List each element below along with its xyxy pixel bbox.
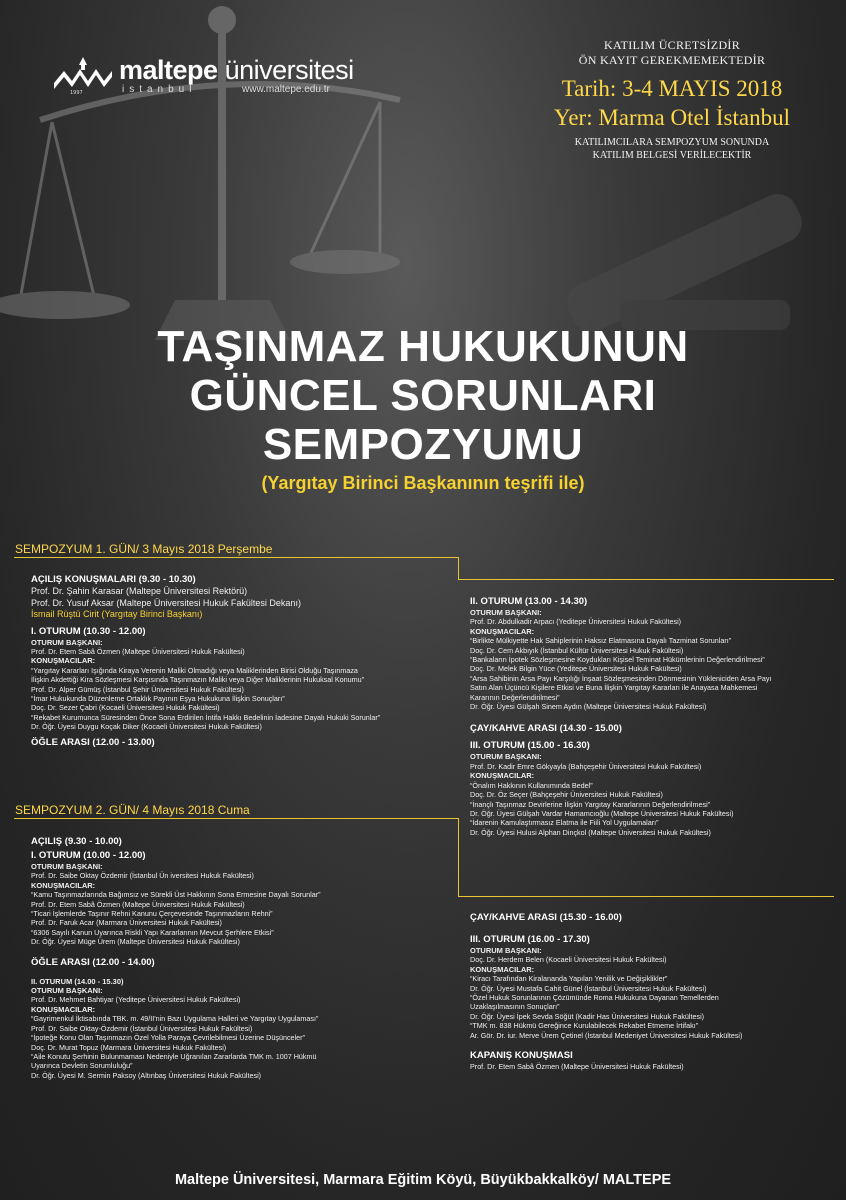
chair-label: OTURUM BAŞKANI: bbox=[31, 637, 103, 647]
university-logo bbox=[52, 45, 382, 105]
day1-opening-speaker: Prof. Dr. Şahin Karasar (Maltepe Üniversitesi Rektörü) bbox=[31, 586, 248, 596]
logo-url: www.maltepe.edu.tr bbox=[242, 84, 330, 95]
speaker-name: Doç. Dr. Melek Bilgin Yüce (Yeditepe Üniversitesi Hukuk Fakültesi) bbox=[470, 664, 682, 674]
venue-address: Maltepe Üniversitesi, Marmara Eğitim Köyü, Büyükbakkalköy/ MALTEPE bbox=[174, 1172, 672, 1188]
chair-label: OTURUM BAŞKANI: bbox=[470, 946, 542, 955]
talk-title: “Bankaların İpotek Sözleşmesine Koydukları Kişisel Teminat Hükümlerinin Değerlendirilmesi” bbox=[470, 655, 765, 665]
event-info bbox=[522, 38, 822, 162]
speaker-name: Dr. Öğr. Üyesi M. Sermin Paksoy (Altınbaş Üniversitesi Hukuk Fakültesi) bbox=[31, 1070, 262, 1080]
speakers-label: KONUŞMACILAR: bbox=[470, 626, 535, 636]
talk-title: “Kiracı Tarafından Kiralananda Yapılan Yenilik ve Değişiklikler” bbox=[470, 974, 668, 984]
day1-heading: SEMPOZYUM 1. GÜN/ 3 Mayıs 2018 Perşembe bbox=[15, 542, 273, 556]
talk-title: “İdarenin Kamulaştırmasız Elatma ile Fiili Yol Uygulamaları” bbox=[470, 818, 659, 828]
talk-title: Uyarınca Devletin Sorumluluğu” bbox=[31, 1061, 133, 1071]
speaker-name: Dr. Öğr. Üyesi Müge Ürem (Maltepe Üniversitesi Hukuk Fakültesi) bbox=[31, 937, 240, 947]
lunch-break: ÖĞLE ARASI (12.00 - 13.00) bbox=[31, 736, 155, 748]
chair-label: OTURUM BAŞKANI: bbox=[31, 986, 103, 996]
session-title: II. OTURUM (14.00 - 15.30) bbox=[31, 976, 124, 986]
logo-wordmark bbox=[119, 55, 354, 86]
chair-name: Prof. Dr. Mehmet Bahtiyar (Yeditepe Üniversitesi Hukuk Fakültesi) bbox=[31, 995, 241, 1005]
free-entry-text: KATILIM ÜCRETSİZDİR bbox=[603, 38, 741, 52]
speakers-label: KONUŞMACILAR: bbox=[31, 880, 96, 890]
divider-day1-right bbox=[458, 579, 834, 580]
speaker-name: Doç. Dr. Murat Topuz (Marmara Üniversitesi Hukuk Fakültesi) bbox=[31, 1042, 227, 1052]
event-place: Yer: Marma Otel İstanbul bbox=[554, 105, 790, 130]
day1-right-column bbox=[470, 596, 835, 837]
title-subtitle: (Yargıtay Birinci Başkanının teşrifi ile) bbox=[261, 473, 585, 493]
speaker-name: Prof. Dr. Saibe Oktay-Özdemir (İstanbul Üniversitesi Hukuk Fakültesi) bbox=[31, 1023, 253, 1033]
session-title: II. OTURUM (13.00 - 14.30) bbox=[470, 596, 588, 607]
speakers-label: KONUŞMACILAR: bbox=[470, 964, 535, 974]
coffee-break: ÇAY/KAHVE ARASI (15.30 - 16.00) bbox=[470, 912, 622, 923]
lunch-break: ÖĞLE ARASI (12.00 - 14.00) bbox=[31, 956, 155, 968]
day1-opening-title: AÇILIŞ KONUŞMALARI (9.30 - 10.30) bbox=[31, 574, 196, 585]
title-line-3: SEMPOZYUMU bbox=[262, 420, 584, 469]
symposium-title bbox=[0, 322, 846, 494]
logo-city: istanbul bbox=[122, 84, 197, 95]
chair-label: OTURUM BAŞKANI: bbox=[31, 862, 103, 871]
maltepe-logo-icon bbox=[52, 55, 114, 95]
closing-speaker: Prof. Dr. Etem Sabâ Özmen (Maltepe Üniversitesi Hukuk Fakültesi) bbox=[470, 1062, 684, 1072]
talk-title: Uzaklaşılmasının Sonuçları” bbox=[470, 1002, 560, 1012]
day2-opening-title: AÇILIŞ (9.30 - 10.00) bbox=[31, 836, 122, 847]
day1-left-column bbox=[31, 574, 456, 749]
speaker-name: Dr. Öğr. Üyesi Duygu Koçak Diker (Kocaeli Üniversitesi Hukuk Fakültesi) bbox=[31, 722, 262, 732]
title-line-1: TAŞINMAZ HUKUKUNUN bbox=[157, 322, 689, 371]
talk-title: İlişkin Akdettiği Kira Sözleşmesi Karşısında Taşınmazın Maliki veya Diğer Maliklerinin Hukuksal Konumu” bbox=[31, 675, 365, 685]
speakers-label: KONUŞMACILAR: bbox=[31, 656, 96, 666]
speakers-label: KONUŞMACILAR: bbox=[31, 1004, 96, 1014]
chair-name: Doç. Dr. Herdem Belen (Kocaeli Üniversitesi Hukuk Fakültesi) bbox=[470, 955, 667, 965]
session-title: I. OTURUM (10.00 - 12.00) bbox=[31, 850, 146, 861]
certificate-note-2: KATILIM BELGESİ VERİLECEKTİR bbox=[592, 150, 752, 161]
no-registration-text: ÖN KAYIT GEREKMEMEKTEDİR bbox=[578, 53, 766, 67]
speaker-name: Prof. Dr. Alper Gümüş (İstanbul Şehir Üniversitesi Hukuk Fakültesi) bbox=[31, 684, 244, 694]
day1-opening-speaker: Prof. Dr. Yusuf Aksar (Maltepe Üniversitesi Hukuk Fakültesi Dekanı) bbox=[31, 597, 301, 608]
talk-title: “Yargıtay Kararları Işığında Kiraya Verenin Maliki Olmadığı veya Maliklerinden Birisi Olduğu Taşınmaza bbox=[31, 665, 358, 675]
event-date: Tarih: 3-4 MAYIS 2018 bbox=[561, 76, 783, 101]
certificate-note-1: KATILIMCILARA SEMPOZYUM SONUNDA bbox=[574, 137, 770, 148]
talk-title: “Özel Hukuk Sorunlarının Çözümünde Roma Hukukuna Dayanan Temellerden bbox=[470, 993, 719, 1003]
speaker-name: Dr. Öğr. Üyesi İpek Sevda Söğüt (Kadir Has Üniversitesi Hukuk Fakültesi) bbox=[470, 1011, 705, 1021]
talk-title: “Arsa Sahibinin Arsa Payı Karşılığı İnşaat Sözleşmesinden Dönmesinin Yükleniciden Arsa Payı bbox=[470, 673, 772, 683]
talk-title: “Ticari İşlemlerde Taşınır Rehni Kanunu Çerçevesinde Taşınmazların Rehni” bbox=[31, 909, 273, 919]
talk-title: Satın Alan Üçüncü Kişilere Etkisi ve Buna İlişkin Yargıtay Kararları ile Anayasa Mahkemesi bbox=[470, 683, 758, 693]
speaker-name: Doç. Dr. Öz Seçer (Bahçeşehir Üniversitesi Hukuk Fakültesi) bbox=[470, 790, 663, 800]
divider-day2-right bbox=[458, 896, 834, 897]
day2-left-column bbox=[31, 836, 456, 1080]
day2-heading: SEMPOZYUM 2. GÜN/ 4 Mayıs 2018 Cuma bbox=[15, 803, 250, 817]
day1-opening-guest: İsmail Rüştü Cirit (Yargıtay Birinci Başkanı) bbox=[31, 609, 203, 619]
speakers-label: KONUŞMACILAR: bbox=[470, 771, 535, 781]
chair-name: Prof. Dr. Saibe Oktay Özdemir (İstanbul Ün iversitesi Hukuk Fakültesi) bbox=[31, 871, 254, 881]
closing-title: KAPANIŞ KONUŞMASI bbox=[470, 1050, 573, 1062]
divider-day1-vertical bbox=[458, 557, 459, 579]
speaker-name: Prof. Dr. Faruk Acar (Marmara Üniversitesi Hukuk Fakültesi) bbox=[31, 918, 222, 928]
day2-right-column bbox=[470, 912, 835, 1071]
talk-title: “Gayrimenkul İktisabında TBK. m. 49/II'nin Bazı Uygulama Halleri ve Yargıtay Uygulaması” bbox=[31, 1014, 319, 1024]
speaker-name: Dr. Öğr. Üyesi Gülşah Sinem Aydın (Maltepe Üniversitesi Hukuk Fakültesi) bbox=[470, 702, 707, 712]
speaker-name: Doç. Dr. Cem Akbıyık (İstanbul Kültür Üniversitesi Hukuk Fakültesi) bbox=[470, 645, 684, 655]
speaker-name: Dr. Öğr. Üyesi Mustafa Cahit Günel (İstanbul Üniversitesi Hukuk Fakültesi) bbox=[470, 983, 707, 993]
talk-title: “Aile Konutu Şerhinin Bulunmaması Nedeniyle Uğranılan Zararlarda TMK m. 1007 Hükmü bbox=[31, 1051, 317, 1061]
logo-name-light: üniversitesi bbox=[224, 55, 354, 85]
divider-day1-top bbox=[14, 557, 298, 558]
coffee-break: ÇAY/KAHVE ARASI (14.30 - 15.00) bbox=[470, 723, 622, 735]
session-title: III. OTURUM (15.00 - 16.30) bbox=[470, 740, 590, 752]
talk-title: “İnançlı Taşınmaz Devirlerine İlişkin Yargıtay Kararlarının Değerlendirilmesi” bbox=[470, 799, 711, 809]
talk-title: “Önalım Hakkının Kullanımında Bedel” bbox=[470, 780, 593, 790]
divider-day2-top bbox=[14, 818, 458, 819]
session-title: I. OTURUM (10.30 - 12.00) bbox=[31, 625, 146, 637]
session-title: III. OTURUM (16.00 - 17.30) bbox=[470, 934, 590, 945]
chair-label: OTURUM BAŞKANI: bbox=[470, 752, 542, 762]
talk-title: “İmar Hukukunda Düzenleme Ortaklık Payının Eşya Hukukuna İlişkin Sonuçları” bbox=[31, 693, 285, 703]
speaker-name: Prof. Dr. Etem Sabâ Özmen (Maltepe Üniversitesi Hukuk Fakültesi) bbox=[31, 899, 245, 909]
talk-title: Kararının Değerlendirilmesi” bbox=[470, 692, 560, 702]
talk-title: “Birlikte Mülkiyette Hak Sahiplerinin Haksız Elatmasına Dayalı Tazminat Sorunları” bbox=[470, 636, 732, 646]
chair-name: Prof. Dr. Etem Sabâ Özmen (Maltepe Üniversitesi Hukuk Fakültesi) bbox=[31, 646, 245, 656]
logo-name-bold: maltepe bbox=[119, 55, 218, 85]
talk-title: “6306 Sayılı Kanun Uyarınca Riskli Yapı Kararlarının Mevcut Şerhlere Etkisi” bbox=[31, 927, 274, 937]
talk-title: “Rekabet Kurumunca Süresinden Önce Sona Erdirilen İntifa Hakkı Bedelinin İadesine Dayalı Hukuki Sorunlar” bbox=[31, 712, 381, 722]
divider-day1-top-right bbox=[298, 557, 458, 558]
talk-title: “Kamu Taşınmazlarında Bağımsız ve Sürekli Üst Hakkının Sona Ermesine Dayalı Sorunlar” bbox=[31, 890, 321, 900]
speaker-name: Dr. Öğr. Üyesi Hulusi Alphan Dinçkol (Maltepe Üniversitesi Hukuk Fakültesi) bbox=[470, 827, 711, 837]
chair-name: Prof. Dr. Abdulkadir Arpacı (Yeditepe Üniversitesi Hukuk Fakültesi) bbox=[470, 617, 682, 627]
speaker-name: Ar. Gör. Dr. iur. Merve Ürem Çetinel (İstanbul Medeniyet Üniversitesi Hukuk Fakültesi) bbox=[470, 1030, 743, 1040]
talk-title: “İpoteğe Konu Olan Taşınmazın Özel Yolla Paraya Çevrilebilmesi Üzerine Düşünceler” bbox=[31, 1033, 305, 1043]
title-line-2: GÜNCEL SORUNLARI bbox=[189, 371, 657, 420]
talk-title: “TMK m. 838 Hükmü Gereğince Kurulabilecek Rekabet Etmeme İrtifakı” bbox=[470, 1021, 699, 1031]
chair-label: OTURUM BAŞKANI: bbox=[470, 608, 542, 617]
speaker-name: Dr. Öğr. Üyesi Gülşah Vardar Hamamcıoğlu (Maltepe Üniversitesi Hukuk Fakültesi) bbox=[470, 808, 734, 818]
logo-year: 1997 bbox=[70, 90, 83, 95]
chair-name: Prof. Dr. Kadir Emre Gökyayla (Bahçeşehir Üniversitesi Hukuk Fakültesi) bbox=[470, 761, 702, 771]
speaker-name: Doç. Dr. Sezer Çabri (Kocaeli Üniversitesi Hukuk Fakültesi) bbox=[31, 703, 220, 713]
divider-day2-vertical bbox=[458, 818, 459, 896]
